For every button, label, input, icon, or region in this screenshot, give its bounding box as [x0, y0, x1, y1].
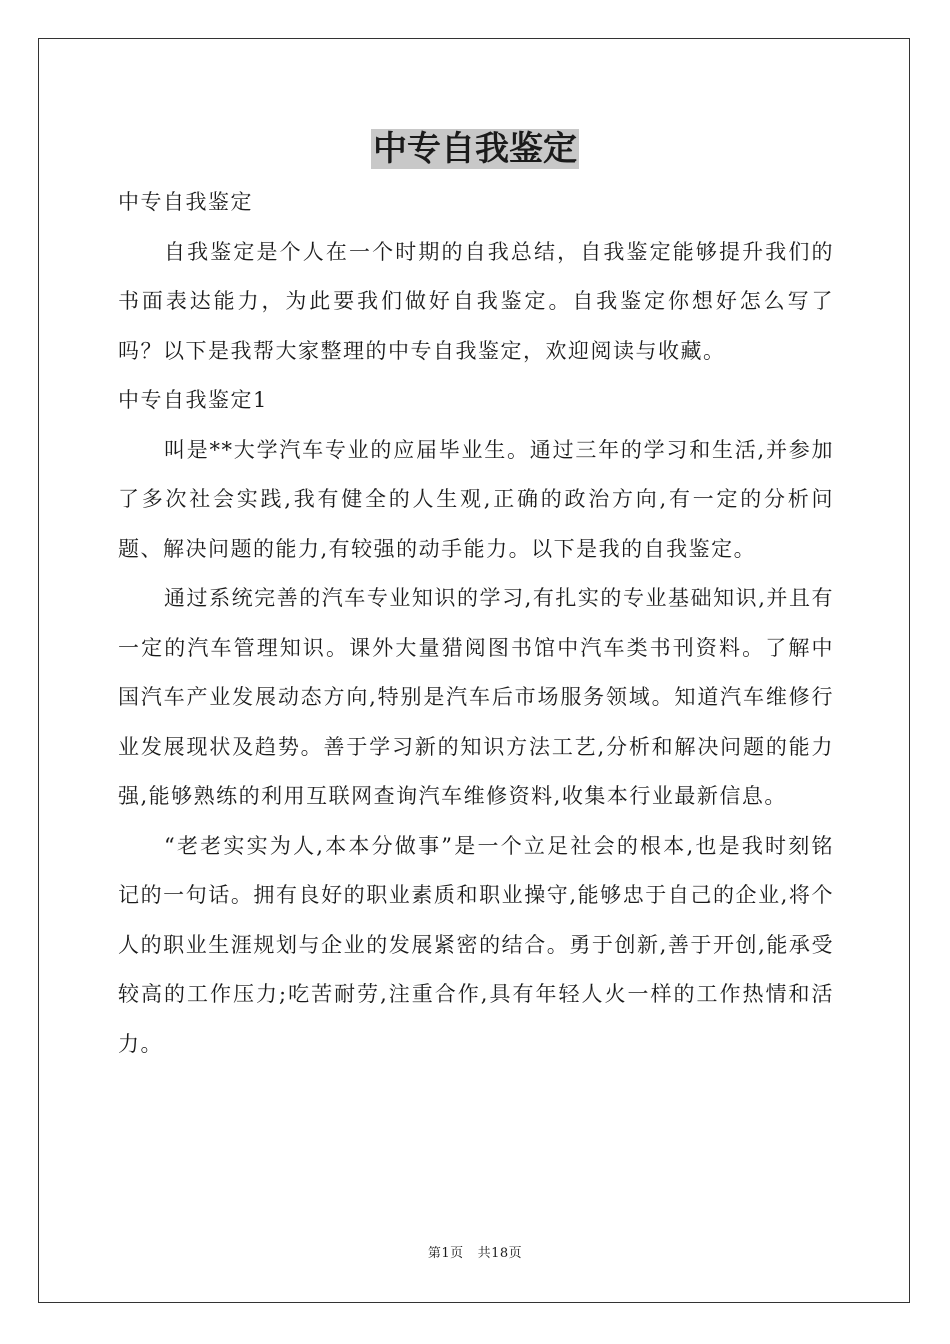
page-footer — [0, 1245, 950, 1263]
section-heading: 中专自我鉴定1 — [118, 388, 268, 412]
body-paragraph: 通过系统完善的汽车专业知识的学习,有扎实的专业基础知识,并且有一定的汽车管理知识。课外大量猎阅图书馆中汽车类书刊资料。了解中国汽车产业发展动态方向,特别是汽车后市场服务领域。知道汽车维修行业发展现状及趋势。善于学习新的知识方法工艺,分析和解决问题的能力强,能够熟练的利用互联网查询汽车维修资料,收集本行业最新信息。 — [118, 586, 834, 808]
intro-paragraph: 自我鉴定是个人在一个时期的自我总结，自我鉴定能够提升我们的书面表达能力，为此要我们做好自我鉴定。自我鉴定你想好怎么写了吗？以下是我帮大家整理的中专自我鉴定，欢迎阅读与收藏。 — [118, 239, 834, 363]
body-paragraph: “老老实实为人,本本分做事”是一个立足社会的根本,也是我时刻铭记的一句话。拥有良好的职业素质和职业操守,能够忠于自己的企业,将个人的职业生涯规划与企业的发展紧密的结合。勇于创新,善于开创,能承受较高的工作压力;吃苦耐劳,注重合作,具有年轻人火一样的工作热情和活力。 — [118, 833, 834, 1056]
body-paragraph: 叫是**大学汽车专业的应届毕业生。通过三年的学习和生活,并参加了多次社会实践,我有健全的人生观,正确的政治方向,有一定的分析问题、解决问题的能力,有较强的动手能力。以下是我的自我鉴定。 — [118, 437, 834, 561]
page-total: 共18页 — [477, 1246, 523, 1261]
page-number: 第1页 — [427, 1246, 464, 1261]
document-title — [0, 127, 950, 171]
document-body — [118, 178, 834, 1069]
document-title-text: 中专自我鉴定 — [373, 129, 577, 169]
document-subtitle: 中专自我鉴定 — [118, 190, 253, 214]
